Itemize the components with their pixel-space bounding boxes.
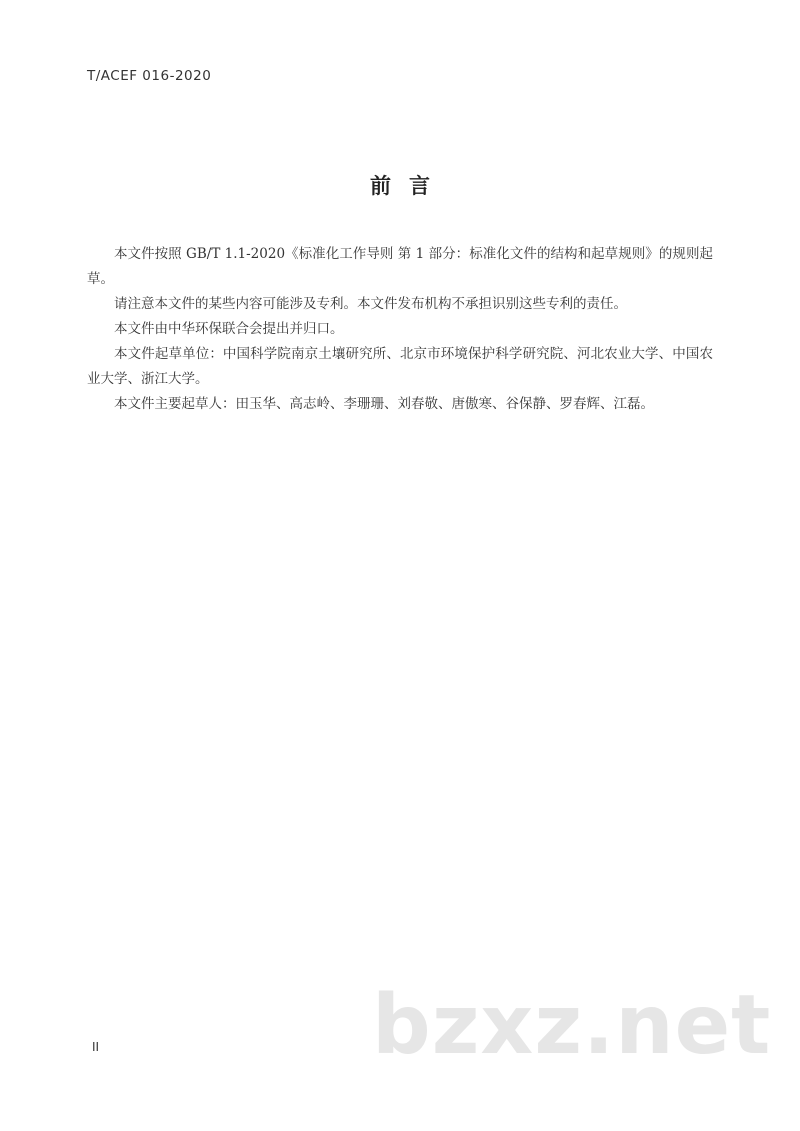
- paragraph-proposer: 本文件由中华环保联合会提出并归口。: [114, 321, 344, 337]
- paragraph-drafting-rules: 本文件按照 GB/T 1.1-2020《标准化工作导则 第 1 部分：标准化文件的结构和起草规则》的规则起草。: [87, 246, 713, 287]
- page-title: 前言: [370, 174, 448, 198]
- paragraph-drafters: 本文件主要起草人：田玉华、高志岭、李珊珊、刘春敬、唐傲寒、谷保静、罗春辉、江磊。: [114, 396, 654, 412]
- watermark-logo: bzxz.net: [372, 978, 772, 1073]
- paragraph-drafting-units: 本文件起草单位：中国科学院南京土壤研究所、北京市环境保护科学研究院、河北农业大学、中国农业大学、浙江大学。: [87, 346, 713, 387]
- document-code: T/ACEF 016-2020: [87, 68, 212, 84]
- foreword-body: [87, 242, 713, 417]
- page-number: II: [92, 1040, 100, 1054]
- paragraph-patent-notice: 请注意本文件的某些内容可能涉及专利。本文件发布机构不承担识别这些专利的责任。: [114, 296, 627, 312]
